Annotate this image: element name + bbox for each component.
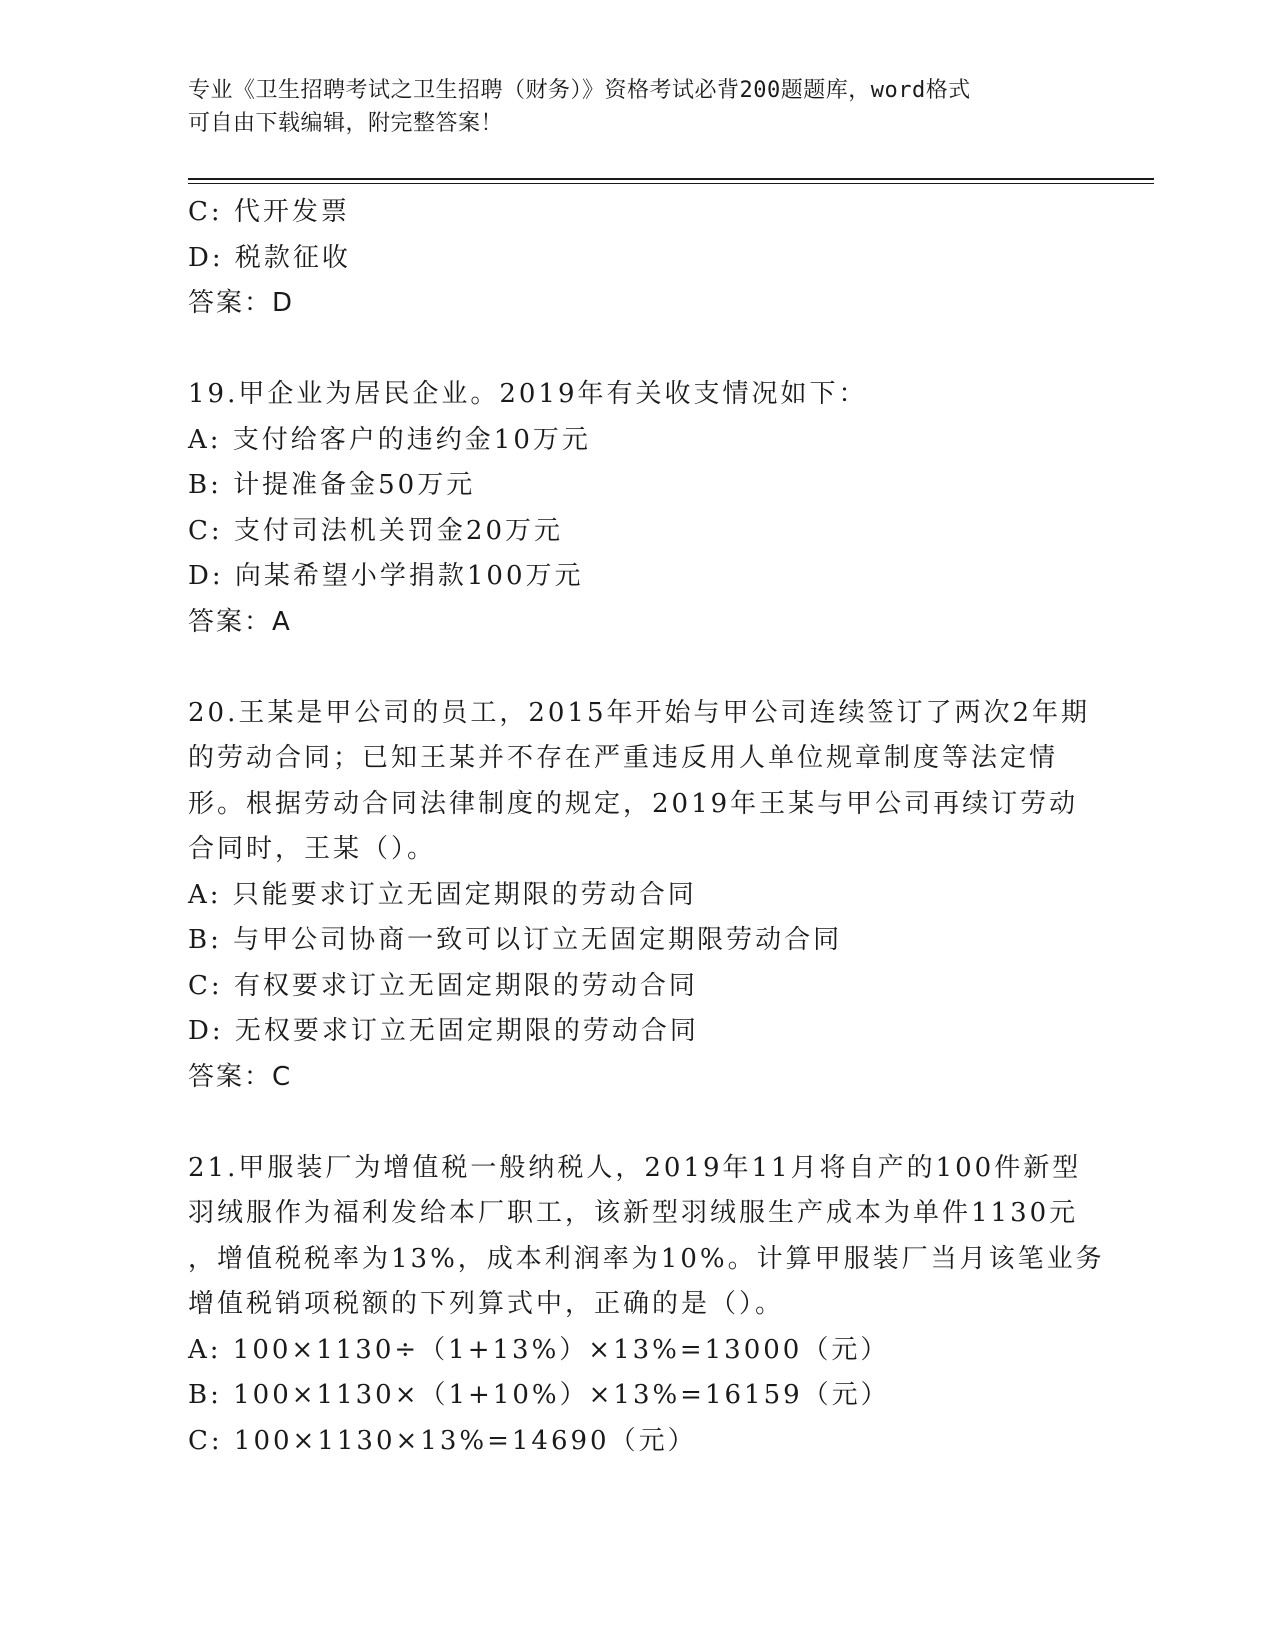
question-19 xyxy=(188,372,1088,645)
question-text-line: 19.甲企业为居民企业。2019年有关收支情况如下： xyxy=(188,379,868,409)
option-c: C: 100×1130×13%=14690（元） xyxy=(188,1425,697,1456)
option-b: B: 与甲公司协商一致可以订立无固定期限劳动合同 xyxy=(188,925,843,955)
option-d: D: 无权要求订立无固定期限的劳动合同 xyxy=(188,1016,699,1046)
question-spacer xyxy=(188,327,1088,373)
question-text-line: 的劳动合同；已知王某并不存在严重违反用人单位规章制度等法定情 xyxy=(188,743,1059,773)
question-text-line: 21.甲服装厂为增值税一般纳税人，2019年11月将自产的100件新型 xyxy=(188,1152,1082,1183)
option-a: A: 支付给客户的违约金10万元 xyxy=(188,424,591,455)
header-title-line-1: 专业《卫生招聘考试之卫生招聘（财务）》资格考试必背200题题库，word格式 xyxy=(188,78,971,103)
question-21 xyxy=(188,1146,1105,1465)
question-text-line: ，增值税税率为13%，成本利润率为10%。计算甲服装厂当月该笔业务 xyxy=(188,1243,1105,1274)
option-a: A: 100×1130÷（1+13%）×13%=13000（元） xyxy=(188,1334,890,1365)
question-text-line: 增值税销项税额的下列算式中，正确的是（）。 xyxy=(188,1289,785,1319)
question-text-line: 羽绒服作为福利发给本厂职工，该新型羽绒服生产成本为单件1130元 xyxy=(188,1198,1079,1228)
header-title-line-2: 可自由下载编辑，附完整答案！ xyxy=(188,111,504,136)
answer-line: 答案：C xyxy=(188,1061,293,1092)
question-text-line: 20.王某是甲公司的员工，2015年开始与甲公司连续签订了两次2年期 xyxy=(188,697,1091,728)
question-text-line: 合同时，王某（）。 xyxy=(188,834,437,864)
question-spacer xyxy=(188,1100,1088,1146)
question-20 xyxy=(188,691,1091,1101)
option-c: C: 支付司法机关罚金20万元 xyxy=(188,515,564,546)
header-divider-thick xyxy=(188,178,1154,180)
option-b: B: 100×1130×（1+10%）×13%=16159（元） xyxy=(188,1380,890,1410)
question-spacer xyxy=(188,645,1088,691)
question-text-line: 形。根据劳动合同法律制度的规定，2019年王某与甲公司再续订劳动 xyxy=(188,788,1079,819)
answer-line: 答案：A xyxy=(188,606,292,637)
question-18-tail xyxy=(188,190,1088,327)
option-a: A: 只能要求订立无固定期限的劳动合同 xyxy=(188,879,697,910)
option-b: B: 计提准备金50万元 xyxy=(188,470,476,500)
header-divider-thin xyxy=(188,183,1154,184)
answer-line: 答案：D xyxy=(188,288,295,318)
question-content xyxy=(188,190,1105,1464)
option-d: D: 税款征收 xyxy=(188,242,351,273)
document-header xyxy=(188,74,1068,140)
option-d: D: 向某希望小学捐款100万元 xyxy=(188,561,584,591)
option-c: C: 代开发票 xyxy=(188,197,350,227)
option-c: C: 有权要求订立无固定期限的劳动合同 xyxy=(188,970,698,1001)
